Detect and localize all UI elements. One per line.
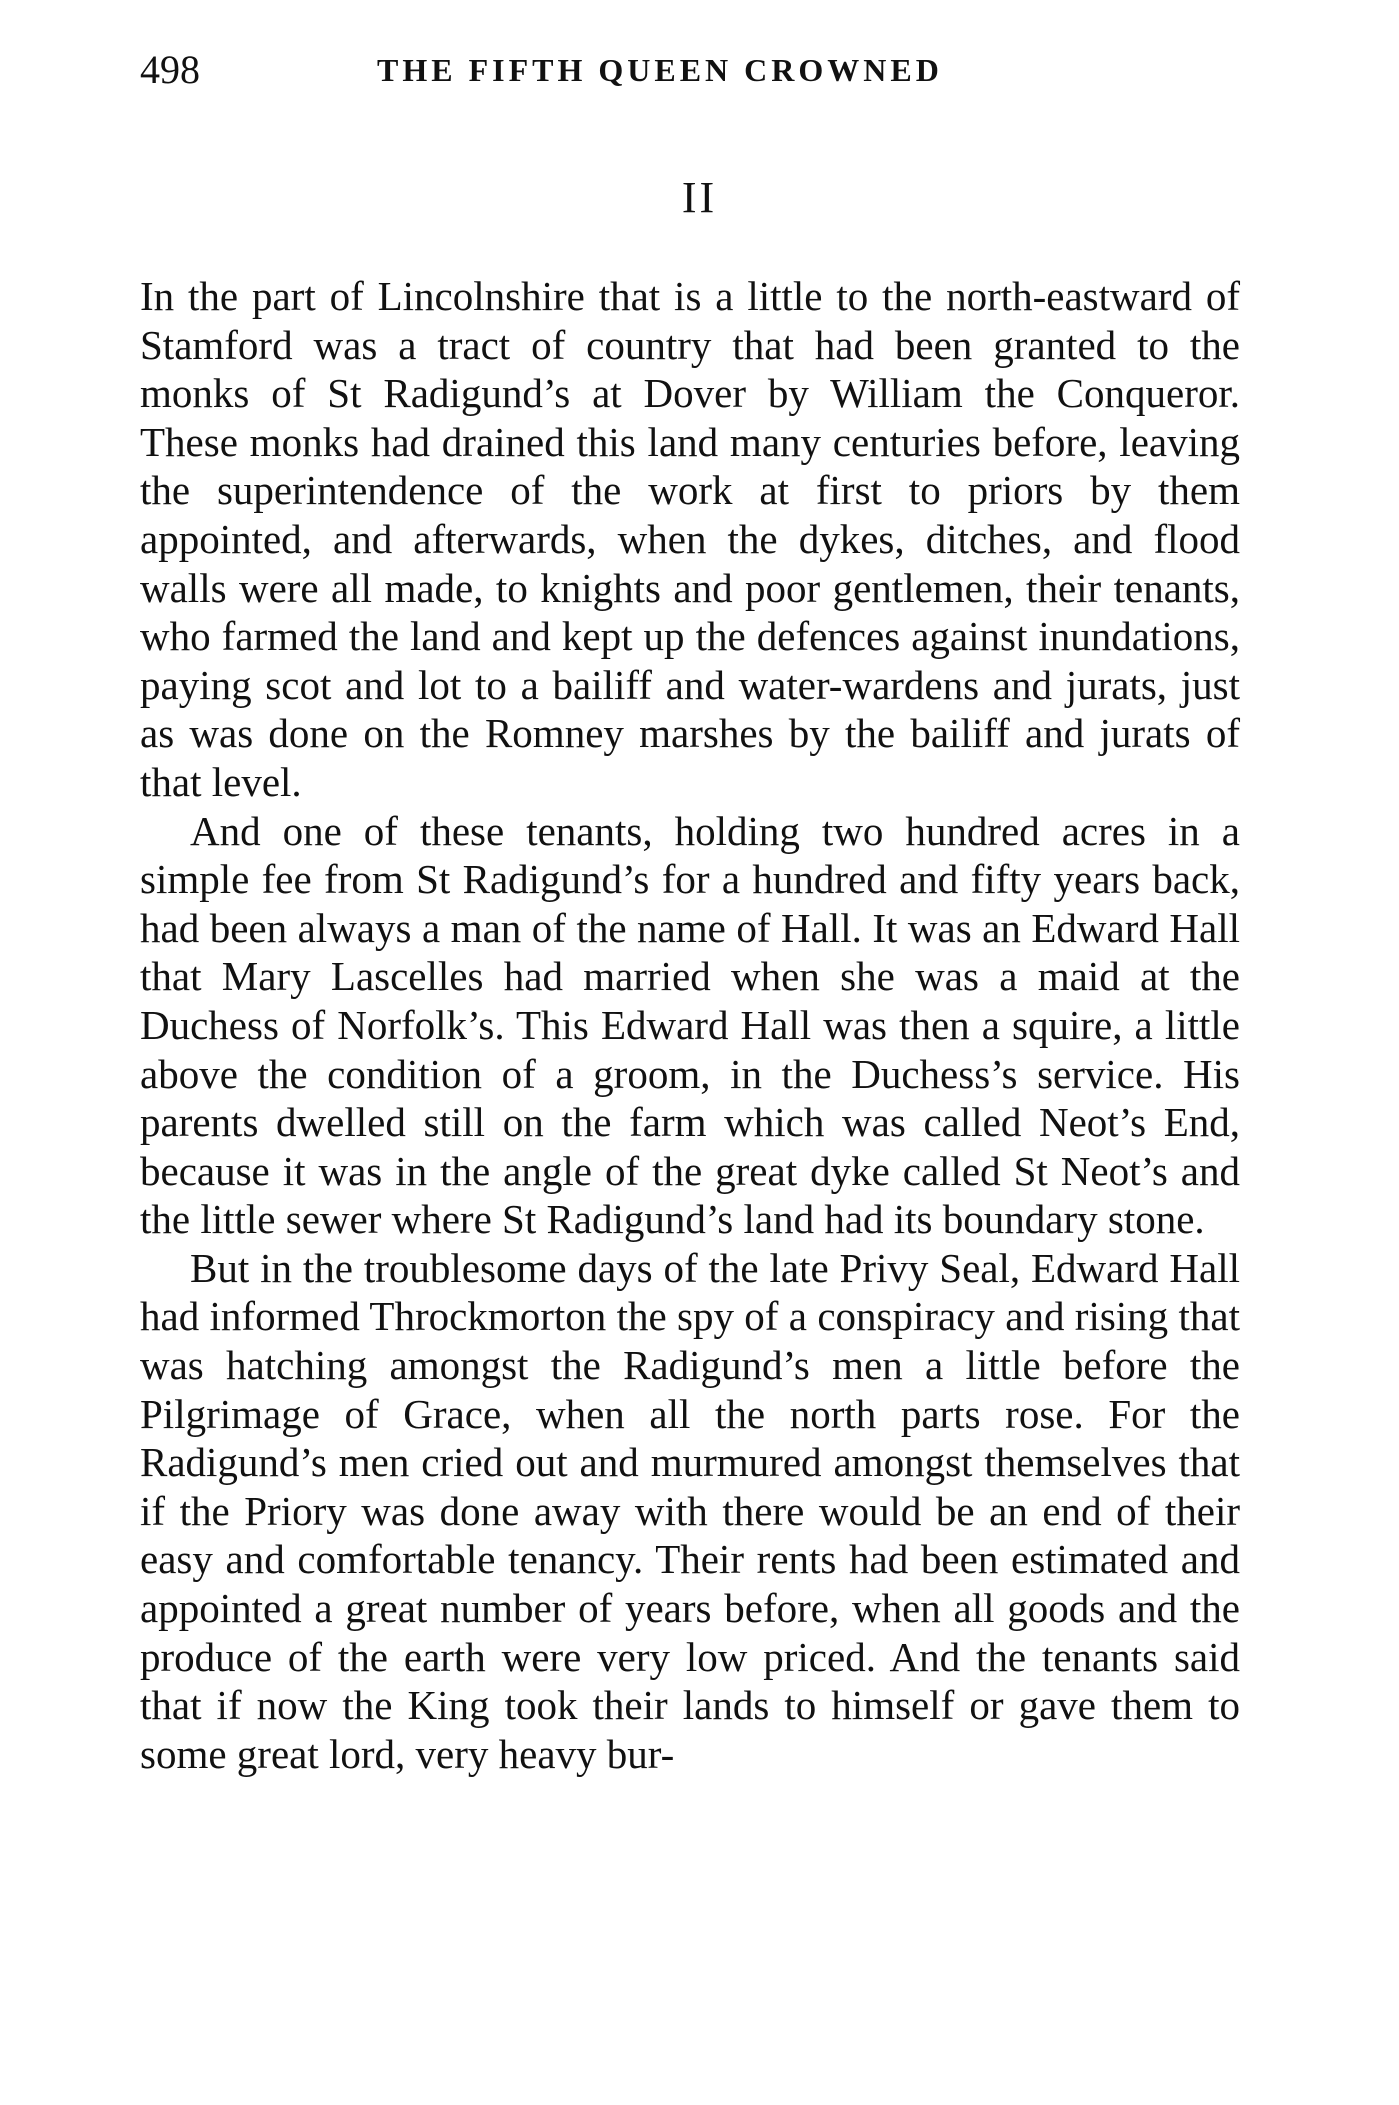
paragraph: In the part of Lincolnshire that is a little to the north-eastward of Stamford was a tract of country that had been granted to the monks of St Radigund’s at Dover by William the Conqueror. These monks had drained this land many centuries before, leaving the superintendence of the work at first to priors by them appointed, and afterwards, when the dykes, ditches, and flood walls were all made, to knights and poor gentlemen, their tenants, who farmed the land and kept up the defences against inundations, paying scot and lot to a bailiff and water-wardens and jurats, just as was done on the Romney marshes by the bailiff and jurats of that level. — [140, 273, 1240, 805]
chapter-number: II — [681, 173, 718, 222]
body-text — [140, 272, 1240, 1778]
running-head — [140, 40, 1240, 100]
paragraph: And one of these tenants, holding two hundred acres in a simple fee from St Radigund’s for a hundred and fifty years back, had been always a man of the name of Hall. It was an Edward Hall that Mary Lascelles had married when she was a maid at the Duchess of Norfolk’s. This Edward Hall was then a squire, a little above the condition of a groom, in the Duchess’s service. His parents dwelled still on the farm which was called Neot’s End, because it was in the angle of the great dyke called St Neot’s and the little sewer where St Radigund’s land had its boundary stone. — [140, 807, 1240, 1243]
page-number: 498 — [140, 47, 200, 92]
running-title: THE FIFTH QUEEN CROWNED — [377, 52, 943, 88]
paragraph: But in the troublesome days of the late Privy Seal, Edward Hall had informed Throckmorton the spy of a conspiracy and rising that was hatching amongst the Radigund’s men a little before the Pilgrimage of Grace, when all the north parts rose. For the Radigund’s men cried out and murmured amongst themselves that if the Priory was done away with there would be an end of their easy and comfortable tenancy. Their rents had been estimated and appointed a great number of years before, when all goods and the produce of the earth were very low priced. And the tenants said that if now the King took their lands to himself or gave them to some great lord, very heavy bur- — [140, 1244, 1240, 1777]
